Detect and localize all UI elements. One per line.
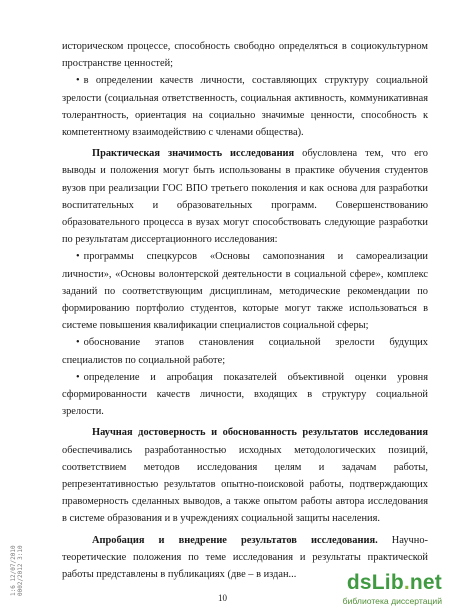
dslib-watermark[interactable] bbox=[322, 571, 442, 609]
watermark-site-dot: . bbox=[403, 571, 410, 594]
reliability-paragraph bbox=[62, 424, 428, 527]
bullet-mark: • bbox=[76, 371, 80, 383]
page-number: 10 bbox=[218, 593, 227, 603]
watermark-site-suffix: net bbox=[409, 571, 442, 594]
bullet-mark: • bbox=[76, 337, 80, 349]
paragraph-text: программы спецкурсов «Основы самопознания и самореализации личности», «Основы волонтерской деятельности в социальной сфере», комплекс заданий по соответствующим дисциплинам, методические рекомендации по формированию портфолио студентов, которые могут также использоваться в системе повышения квалификации специалистов социальной сферы; bbox=[62, 251, 428, 332]
section-lead: Практическая значимость исследования bbox=[92, 148, 295, 160]
watermark-site-name bbox=[347, 571, 442, 595]
paragraph-text: в определении качеств личности, составляющих структуру социальной зрелости (социальная ответственность, социальная активность, коммуникативная толерантность, ориентация на социально значимые ценности, способность к компетентному взаимодействию с членами общества). bbox=[62, 75, 428, 139]
paragraph-text: Научно-теоретические положения по теме исследования и результаты практической работы представлены в публикациях (две – в издан... bbox=[62, 534, 428, 581]
section-lead: Научная достоверность и обоснованность результатов исследования bbox=[92, 427, 428, 439]
bullet-mark: • bbox=[76, 75, 80, 87]
paragraph-text: обусловлена тем, что его выводы и положения могут быть использованы в практике обучения студентов вузов при реализации ГОС ВПО третьего поколения и как основа для разработки воспитательных и образовательных программ. Совершенствованию образовательного процесса в вузах могут способствовать следующие разработки по результатам диссертационного исследования: bbox=[62, 148, 428, 246]
section-lead: Апробация и внедрение результатов исследования. bbox=[92, 534, 378, 546]
watermark-site-prefix: dsLib bbox=[346, 571, 404, 594]
paragraph-text: обоснование этапов становления социальной зрелости будущих специалистов по социальной работе; bbox=[62, 337, 428, 366]
practical-significance-paragraph bbox=[62, 145, 428, 248]
watermark-subtitle: библиотека диссертаций bbox=[342, 596, 442, 606]
paragraph-text: определение и апробация показателей объективной оценки уровня сформированности качеств личности, входящих в структуру социальной зрелости. bbox=[62, 371, 428, 418]
paragraph-text: обеспечивались разработанностью исходных методологических позиций, соответствием методов исследования целям и задачам работы, репрезентативностью результатов опытно-поисковой работы, подтверждающих правомерность сделанных выводов, а также опытом работы автора исследования в системе образования и в учреждениях социальной защиты населения. bbox=[62, 444, 428, 525]
bullet-paragraph bbox=[62, 369, 428, 421]
margin-scan-mark: 1:6 12/07/2010 0002/2012 3:10 bbox=[10, 545, 24, 596]
paragraph-text: историческом процессе, способность свободно определяться в социокультурном пространстве ценностей; bbox=[62, 41, 428, 70]
bullet-mark: • bbox=[76, 251, 80, 263]
bullet-paragraph bbox=[62, 248, 428, 334]
bullet-paragraph bbox=[62, 72, 428, 141]
paragraph-continuation bbox=[62, 38, 428, 72]
document-body bbox=[62, 38, 428, 583]
bullet-paragraph bbox=[62, 334, 428, 368]
